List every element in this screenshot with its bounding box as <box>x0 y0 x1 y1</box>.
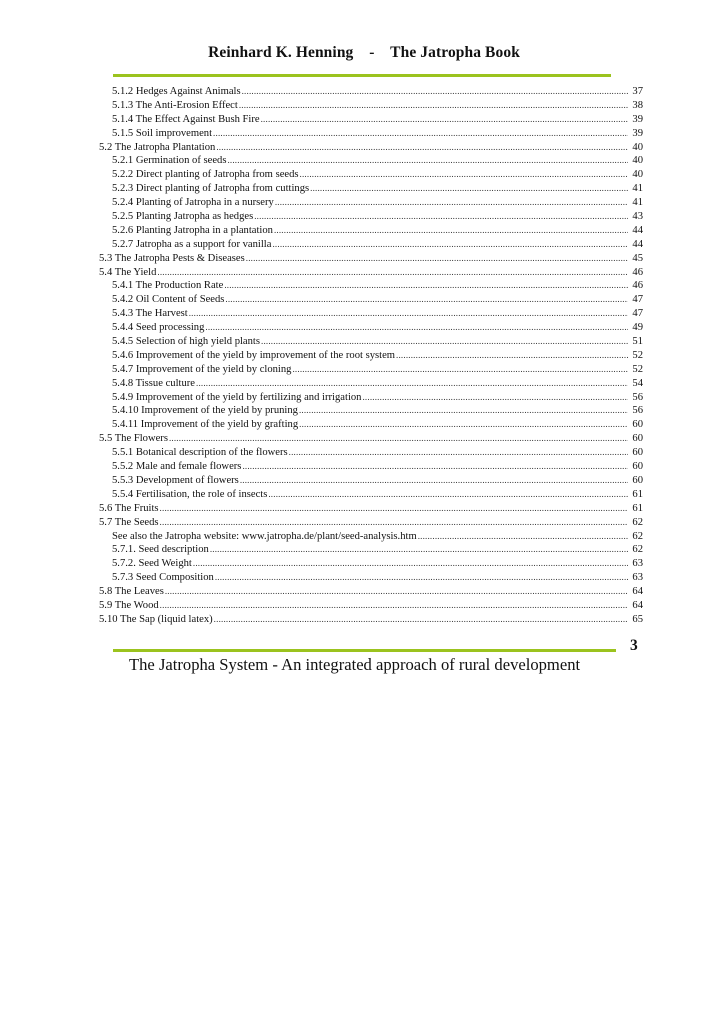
toc-entry-title: 5.4.11 Improvement of the yield by grafting <box>112 419 299 431</box>
toc-entry[interactable] <box>99 210 643 224</box>
toc-entry[interactable] <box>99 432 643 446</box>
toc-entry-title: 5.3 The Jatropha Pests & Diseases <box>99 252 245 264</box>
toc-dot-leader <box>242 85 628 99</box>
toc-dot-leader <box>289 446 628 460</box>
toc-dot-leader <box>210 543 628 557</box>
toc-dot-leader <box>246 252 628 266</box>
toc-entry[interactable] <box>99 266 643 280</box>
toc-entry-title: 5.4.6 Improvement of the yield by improvement of the root system <box>112 349 396 361</box>
toc-entry-page: 63 <box>632 572 643 584</box>
toc-entry-page: 62 <box>632 516 643 528</box>
toc-entry[interactable] <box>99 238 643 252</box>
toc-dot-leader <box>205 321 628 335</box>
toc-dot-leader <box>268 488 628 502</box>
toc-entry[interactable] <box>99 377 643 391</box>
toc-entry[interactable] <box>99 543 643 557</box>
toc-entry-title: 5.4.4 Seed processing <box>112 322 205 334</box>
toc-entry[interactable] <box>99 321 643 335</box>
toc-entry-title: 5.4.1 The Production Rate <box>112 280 224 292</box>
toc-dot-leader <box>242 460 628 474</box>
toc-entry-page: 38 <box>632 99 643 111</box>
toc-dot-leader <box>362 391 628 405</box>
toc-entry[interactable] <box>99 252 643 266</box>
toc-entry-page: 60 <box>632 474 643 486</box>
toc-entry-page: 60 <box>632 461 643 473</box>
toc-entry-page: 46 <box>632 280 643 292</box>
toc-dot-leader <box>254 210 628 224</box>
toc-entry-title: 5.2.1 Germination of seeds <box>112 155 227 167</box>
toc-dot-leader <box>275 196 628 210</box>
running-footer-title: The Jatropha System - An integrated approach of rural development <box>129 655 581 674</box>
toc-entry[interactable] <box>99 557 643 571</box>
toc-dot-leader <box>274 224 628 238</box>
toc-entry[interactable] <box>99 613 643 627</box>
toc-entry-page: 65 <box>632 613 643 625</box>
toc-entry[interactable] <box>99 127 643 141</box>
toc-entry-page: 63 <box>632 558 643 570</box>
toc-entry-title: 5.2.2 Direct planting of Jatropha from seeds <box>112 169 299 181</box>
toc-entry-title: 5.5.4 Fertilisation, the role of insects <box>112 488 268 500</box>
toc-entry-title: 5.4.10 Improvement of the yield by pruning <box>112 405 298 417</box>
toc-entry-page: 43 <box>632 211 643 223</box>
toc-entry-page: 60 <box>632 419 643 431</box>
toc-entry[interactable] <box>99 460 643 474</box>
footer-divider <box>113 649 616 652</box>
toc-entry[interactable] <box>99 530 643 544</box>
toc-entry-title: 5.4.7 Improvement of the yield by cloning <box>112 363 292 375</box>
toc-dot-leader <box>196 377 628 391</box>
toc-entry-page: 61 <box>632 488 643 500</box>
toc-entry-page: 54 <box>632 377 643 389</box>
toc-entry[interactable] <box>99 599 643 613</box>
toc-entry[interactable] <box>99 571 643 585</box>
toc-entry-page: 46 <box>632 266 643 278</box>
toc-entry-title: 5.2.5 Planting Jatropha as hedges <box>112 211 254 223</box>
toc-entry-title: 5.5.3 Development of flowers <box>112 474 239 486</box>
toc-entry-title: 5.1.2 Hedges Against Animals <box>112 86 241 97</box>
toc-entry-title: 5.7.2. Seed Weight <box>112 558 192 570</box>
toc-entry[interactable] <box>99 446 643 460</box>
toc-entry-page: 60 <box>632 433 643 445</box>
toc-entry-title: 5.10 The Sap (liquid latex) <box>99 613 213 625</box>
toc-entry[interactable] <box>99 224 643 238</box>
toc-entry-page: 45 <box>632 252 643 264</box>
toc-entry-page: 47 <box>632 308 643 320</box>
toc-entry-title: 5.1.5 Soil improvement <box>112 127 213 139</box>
toc-dot-leader <box>160 516 628 530</box>
toc-entry[interactable] <box>99 474 643 488</box>
toc-entry[interactable] <box>99 293 643 307</box>
toc-entry-page: 60 <box>632 447 643 459</box>
toc-dot-leader <box>213 127 628 141</box>
toc-entry-title: 5.4.5 Selection of high yield plants <box>112 336 260 348</box>
toc-entry-page: 64 <box>632 586 643 598</box>
toc-entry[interactable] <box>99 307 643 321</box>
toc-entry[interactable] <box>99 196 643 210</box>
toc-entry-title: 5.8 The Leaves <box>99 586 164 598</box>
toc-entry-page: 37 <box>632 86 643 97</box>
toc-entry-page: 47 <box>632 294 643 306</box>
toc-entry-page: 41 <box>632 183 643 195</box>
toc-entry-page: 39 <box>632 113 643 125</box>
toc-entry[interactable] <box>99 404 643 418</box>
toc-entry-title: See also the Jatropha website: www.jatropha.de/plant/seed-analysis.htm <box>112 530 417 542</box>
toc-entry-title: 5.5.2 Male and female flowers <box>112 461 242 473</box>
toc-entry-title: 5.4.2 Oil Content of Seeds <box>112 294 225 306</box>
page-number: 3 <box>630 637 638 654</box>
toc-entry-page: 56 <box>632 391 643 403</box>
toc-entry-title: 5.4.3 The Harvest <box>112 308 188 320</box>
toc-entry-title: 5.7 The Seeds <box>99 516 159 528</box>
toc-dot-leader <box>160 599 628 613</box>
toc-entry[interactable] <box>99 141 643 155</box>
toc-entry-title: 5.7.1. Seed description <box>112 544 209 556</box>
toc-entry-title: 5.2.7 Jatropha as a support for vanilla <box>112 238 272 250</box>
toc-entry[interactable] <box>99 418 643 432</box>
toc-entry[interactable] <box>99 488 643 502</box>
toc-entry[interactable] <box>99 391 643 405</box>
toc-entry-title: 5.1.3 The Anti-Erosion Effect <box>112 99 238 111</box>
toc-dot-leader <box>214 613 628 627</box>
toc-dot-leader <box>299 404 628 418</box>
toc-entry[interactable] <box>99 349 643 363</box>
toc-entry-title: 5.5.1 Botanical description of the flowers <box>112 447 288 459</box>
toc-entry[interactable] <box>99 363 643 377</box>
toc-entry-title: 5.9 The Wood <box>99 599 159 611</box>
toc-dot-leader <box>261 335 628 349</box>
toc-dot-leader <box>227 154 628 168</box>
toc-dot-leader <box>193 557 628 571</box>
toc-dot-leader <box>310 182 628 196</box>
toc-entry[interactable] <box>99 585 643 599</box>
toc-entry[interactable] <box>99 154 643 168</box>
toc-entry-page: 61 <box>632 502 643 514</box>
toc-dot-leader <box>225 293 628 307</box>
toc-entry-page: 56 <box>632 405 643 417</box>
toc-dot-leader <box>261 113 628 127</box>
toc-entry-title: 5.4 The Yield <box>99 266 157 278</box>
toc-entry[interactable] <box>99 279 643 293</box>
toc-entry[interactable] <box>99 85 643 99</box>
toc-dot-leader <box>396 349 628 363</box>
toc-dot-leader <box>160 502 628 516</box>
toc-dot-leader <box>157 266 628 280</box>
toc-dot-leader <box>292 363 628 377</box>
table-of-contents <box>99 85 643 627</box>
toc-entry-page: 40 <box>632 155 643 167</box>
toc-entry-page: 62 <box>632 544 643 556</box>
toc-entry[interactable] <box>99 168 643 182</box>
toc-entry-page: 62 <box>632 530 643 542</box>
toc-entry-page: 52 <box>632 363 643 375</box>
toc-entry[interactable] <box>99 335 643 349</box>
toc-dot-leader <box>300 168 628 182</box>
toc-entry-title: 5.2.3 Direct planting of Jatropha from cuttings <box>112 183 310 195</box>
toc-dot-leader <box>239 99 628 113</box>
toc-entry[interactable] <box>99 516 643 530</box>
toc-entry-title: 5.7.3 Seed Composition <box>112 572 214 584</box>
toc-entry[interactable] <box>99 113 643 127</box>
toc-dot-leader <box>165 585 628 599</box>
toc-dot-leader <box>189 307 628 321</box>
running-header-title: Reinhard K. Henning - The Jatropha Book <box>208 44 520 61</box>
toc-dot-leader <box>418 530 628 544</box>
toc-entry[interactable] <box>99 502 643 516</box>
toc-entry-title: 5.5 The Flowers <box>99 433 168 445</box>
toc-entry-title: 5.4.9 Improvement of the yield by fertilizing and irrigation <box>112 391 362 403</box>
toc-entry-page: 44 <box>632 238 643 250</box>
toc-entry-title: 5.2.6 Planting Jatropha in a plantation <box>112 224 273 236</box>
toc-entry-page: 51 <box>632 336 643 348</box>
header-divider <box>113 74 611 77</box>
toc-dot-leader <box>240 474 628 488</box>
toc-entry-title: 5.4.8 Tissue culture <box>112 377 195 389</box>
toc-entry-page: 49 <box>632 322 643 334</box>
toc-dot-leader <box>216 141 628 155</box>
toc-dot-leader <box>299 418 628 432</box>
toc-entry-page: 40 <box>632 169 643 181</box>
toc-entry-title: 5.6 The Fruits <box>99 502 159 514</box>
toc-entry-page: 39 <box>632 127 643 139</box>
toc-entry-title: 5.1.4 The Effect Against Bush Fire <box>112 113 260 125</box>
toc-entry-page: 52 <box>632 349 643 361</box>
toc-entry[interactable] <box>99 182 643 196</box>
toc-entry-page: 44 <box>632 224 643 236</box>
toc-dot-leader <box>215 571 628 585</box>
toc-entry-page: 64 <box>632 599 643 611</box>
toc-entry-page: 41 <box>632 197 643 209</box>
toc-entry-title: 5.2 The Jatropha Plantation <box>99 141 216 153</box>
toc-dot-leader <box>169 432 628 446</box>
toc-entry-page: 40 <box>632 141 643 153</box>
toc-dot-leader <box>272 238 628 252</box>
toc-dot-leader <box>224 279 628 293</box>
toc-entry[interactable] <box>99 99 643 113</box>
toc-entry-title: 5.2.4 Planting of Jatropha in a nursery <box>112 197 274 209</box>
